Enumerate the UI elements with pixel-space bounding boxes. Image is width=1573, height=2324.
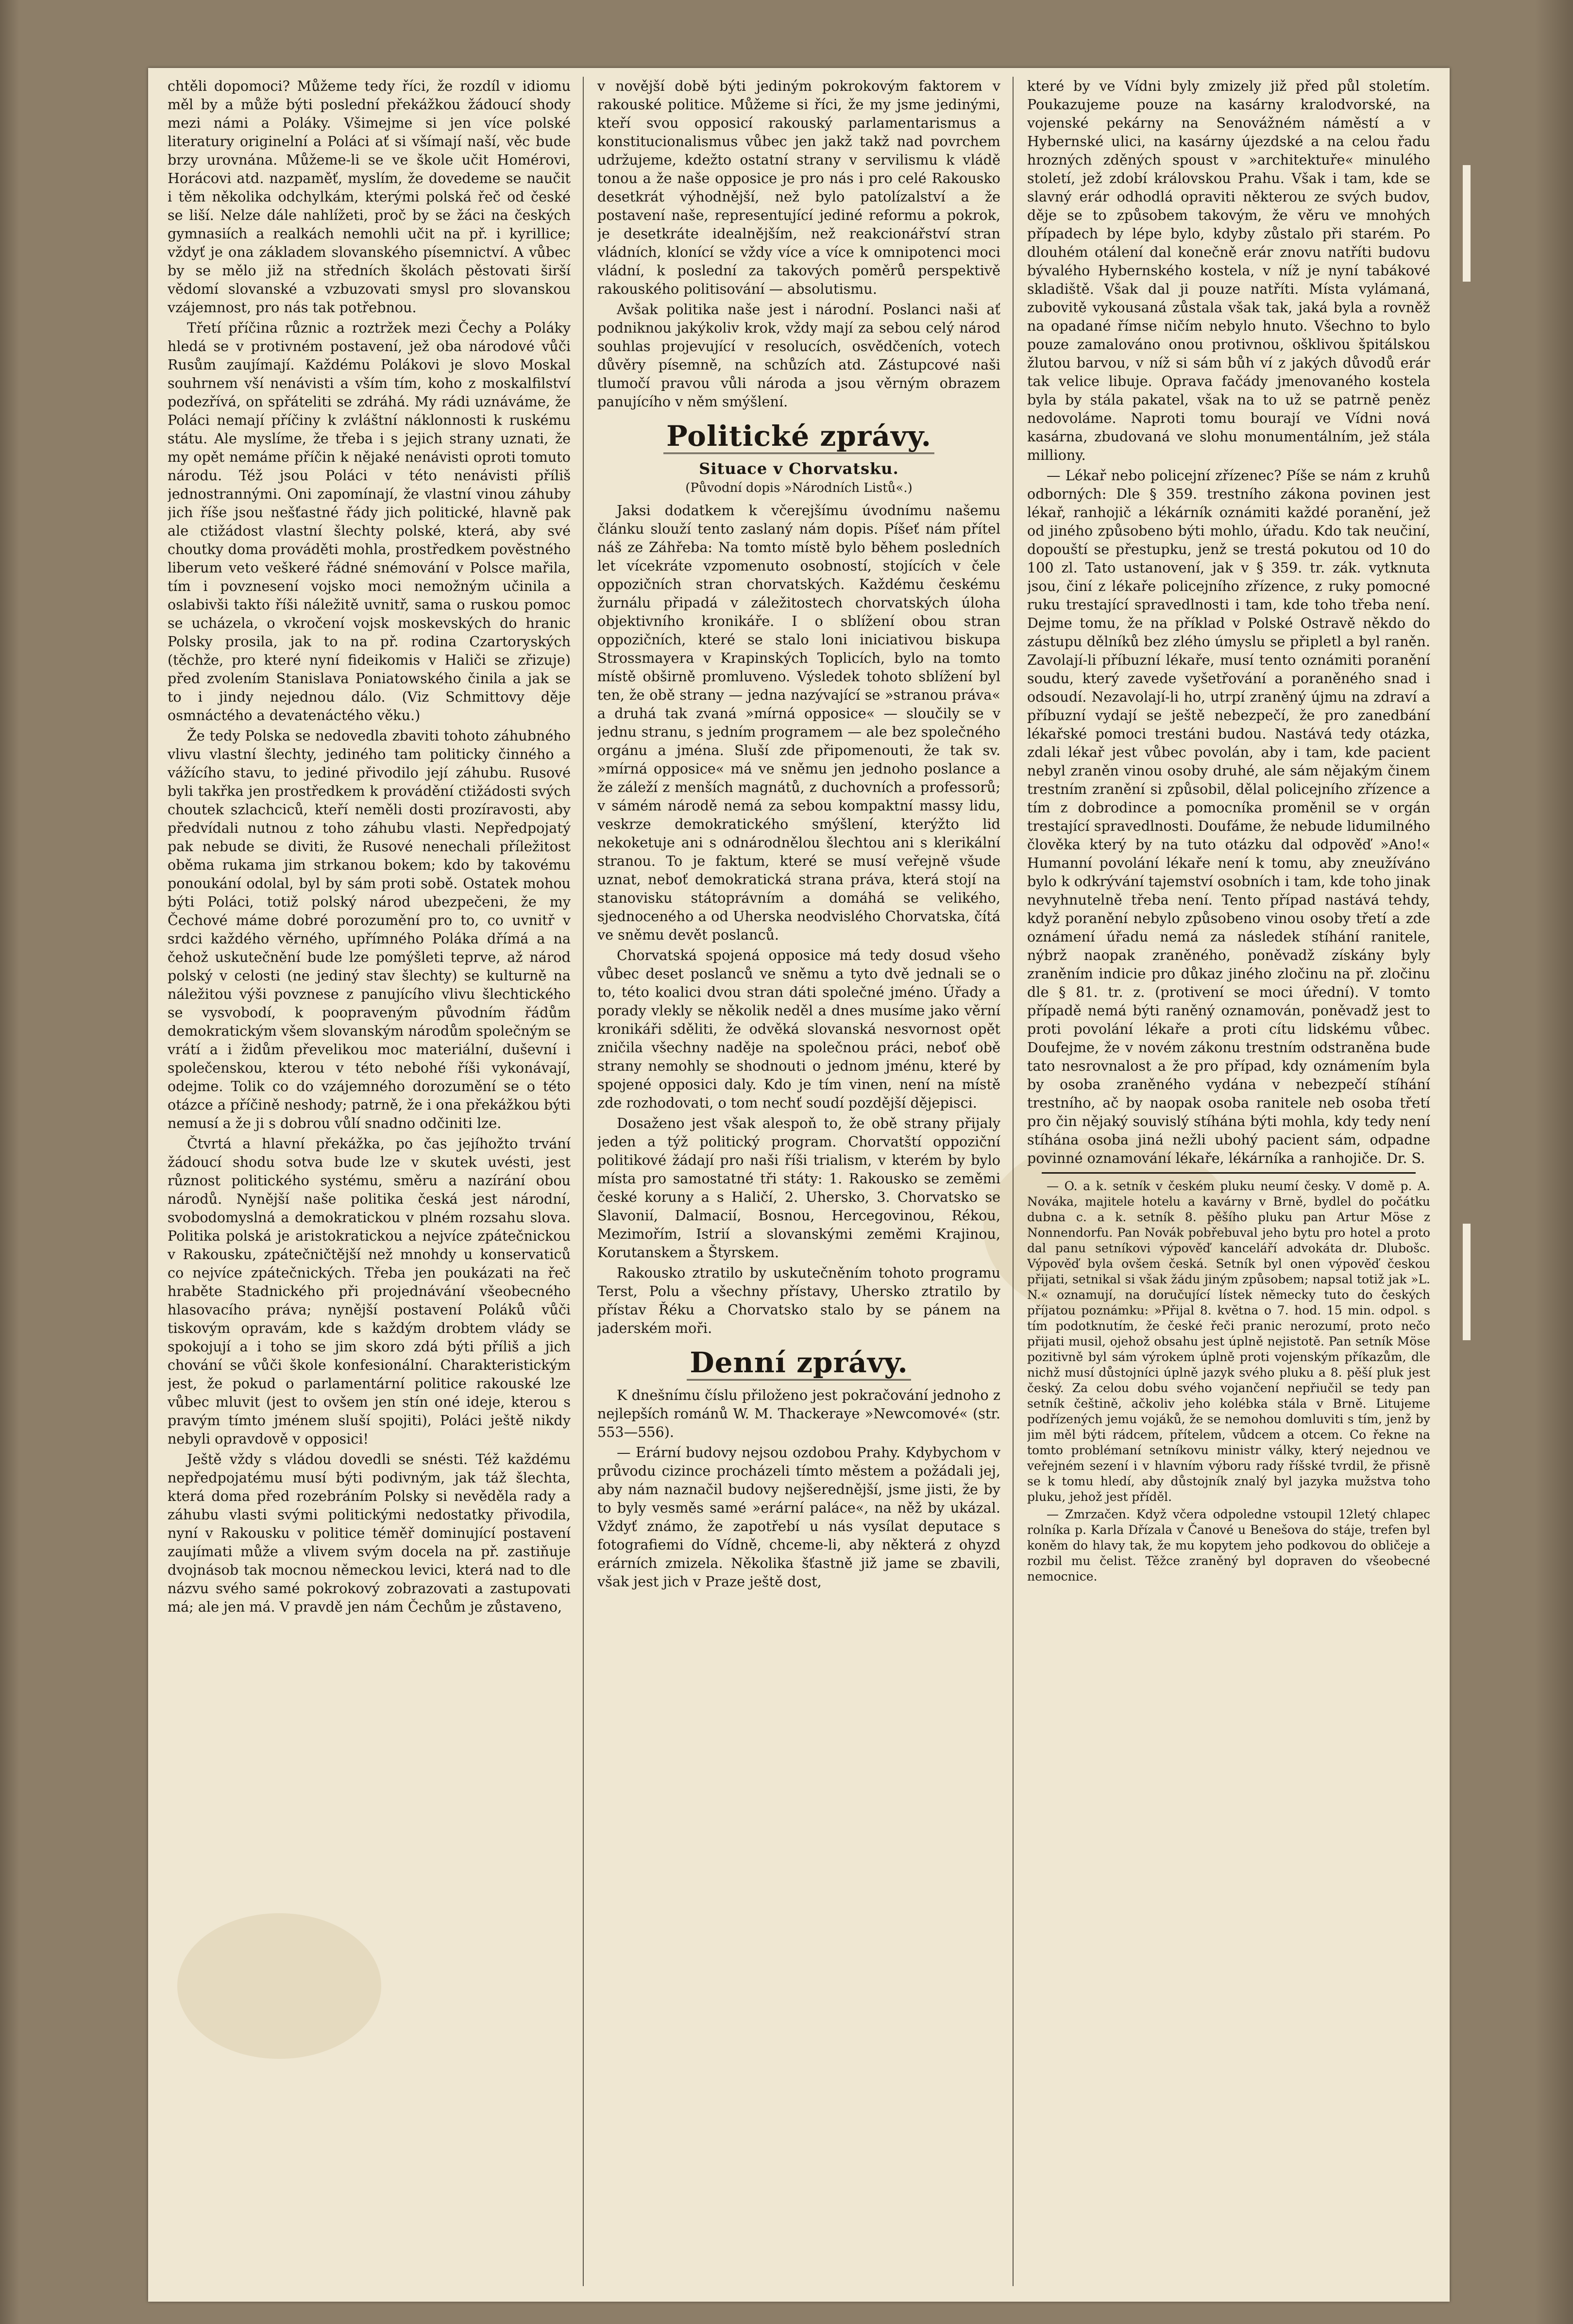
article-title: Situace v Chorvatsku. bbox=[699, 459, 899, 478]
paragraph: Třetí příčina různic a roztržek mezi Čechy a Poláky hledá se v protivném postavení, jež oba národové vůči Rusům zaujímají. Každému Polákovi je slovo Moskal souhrnem vší nenávisti a vším tím, koho z moskalfilství podezřívá, on spřáteliti se zdráhá. My rádi uznáváme, že Poláci nemají příčiny k zvláštní náklonnosti k ruskému státu. Ale myslíme, že třeba i s jejich strany uznati, že my opět nemáme příčin k nějaké nenávisti oproti tomuto národu. Též jsou Poláci v této nenávisti příliš jednostrannými. Oni zapomínají, že vlastní vinou záhuby jich říše jsou nešťastné řády jich politické, hlavně pak ale ctižádost vlastní šlechty polské, která, aby své choutky doma prováděti mohla, prostředkem pověstného liberum veto veškeré řádné snémování v Polsce mařila, tím i povznesení vojsko moci nemožným učinila a oslabivši takto říši náležitě uvnitř, sama o ruskou pomoc se ucházela, o vkročení vojsk moskevských do hranic Polsky prosila, jak to na př. rodina Czartoryských (těchže, pro které nyní fideikomis v Haliči se zřizuje) před zvolením Stanislava Poniatowského činila a jak se to i jindy nejednou dálo. (Viz Schmittovy děje osmnáctého a devatenáctého věku.) bbox=[168, 320, 571, 724]
paragraph: K dnešnímu číslu přiloženo jest pokračování jednoho z nejlepších románů W. M. Thackeraye »Newcomové« (str. 553—556). bbox=[597, 1387, 1000, 1440]
page-edge-tab bbox=[1463, 165, 1471, 282]
section-heading: Politické zprávy. bbox=[663, 420, 934, 454]
paragraph: — Erární budovy nejsou ozdobou Prahy. Kdybychom v průvodu cizince procházeli tímto městem a požádali jej, aby nám naznačil budovy nejšerednější, jsme jisti, že by to byly vesměs samé »erární paláce«, na něž by ukázal. Vždyť známo, že zapotřebí u nás vysílat deputace s fotografiemi do Vídně, chceme-li, aby některá z ohyzd erárních zmizela. Několika šťastně již jame se zbavili, však jest jich v Praze ještě dost, bbox=[597, 1444, 1000, 1590]
paragraph: Rakousko ztratilo by uskutečněním tohoto programu Terst, Polu a všechny přístavy, Uhersko ztratilo by přístav Řéku a Chorvatsko stalo by se pánem na jaderském moři. bbox=[597, 1264, 1000, 1336]
paragraph: chtěli dopomoci? Můžeme tedy říci, že rozdíl v idiomu měl by a může býti poslední překážkou žádoucí shody mezi námi a Poláky. Všimejme si jen více polské literatury originelní a Poláci ať si všímají naší, věc bude brzy urovnána. Můžeme-li se ve škole učit Homérovi, Horácovi atd. nazpaměť, myslím, že dovedeme se naučit i těm několika odchylkám, kterými polská řeč od české se liší. Nelze dále nahlížeti, proč by se žáci na českých gymnasiích a realkách nemohli učit na př. i kyrillice; vždyť je ona základem slovanského písemnictví. A vůbec by se mělo již na středních školách pěstovati širší vědomí slovanské a vzbuzovati smysl pro slovanskou vzájemnost, pro nás tak potřebnou. bbox=[168, 78, 571, 316]
page-edge-tab bbox=[1463, 1224, 1471, 1340]
column-1 bbox=[168, 77, 571, 2286]
section-divider bbox=[1042, 1172, 1416, 1174]
paragraph: Že tedy Polska se nedovedla zbaviti tohoto záhubného vlivu vlastní šlechty, jediného tam politicky činného a vážícího stavu, to jediné přivodilo její záhubu. Rusové byli takřka jen prostředkem k provádění ctižádosti svých choutek szlachciců, kteří neměli dosti prozíravosti, aby předvídali nutnou z toho záhubu vlasti. Nepředpojatý pak nebude se diviti, že Rusové nenechali příležitost oběma rukama jim strkanou bokem; kdo by takovému ponoukání odolal, byl by sám proti sobě. Ostatek mohou býti Poláci, totiž polský národ ubezpečeni, že my Čechové máme dobré porozumění pro to, co uvnitř v srdci každého věrného, upřímného Poláka dřímá a na čehož uskutečnění bude lze pomýšleti teprve, až národ polský v celosti (ne jediný stav šlechty) se kulturně na náležitou výši povznese z panujícího vlivu šlechtického se vysvobodí, k poopraveným původním řádům demokratickým všem slovanským národům společným se vrátí a i židům převelikou moc materiální, duševní i společenskou, kterou v této nebohé říši vykonávají, odejme. Tolik co do vzájemného dorozumění se o této otázce a příčině neshody; patrně, že i ona překážkou býti nemusí a že ji s dobrou vůlí snadno odčiniti lze. bbox=[168, 727, 571, 1131]
section-heading: Denní zprávy. bbox=[687, 1346, 911, 1381]
paragraph: — Lékař nebo policejní zřízenec? Píše se nám z kruhů odborných: Dle § 359. trestního zákona povinen jest lékař, ranhojič a lékárník oznámiti každé poranění, jež od jiného způsobeno býti mohlo, úřadu. Kdo tak neučiní, dopouští se přestupku, jenž se trestá pokutou od 10 do 100 zl. Tato ustanovení, jak v § 359. tr. zák. vytknuta jsou, činí z lékaře policejního zřízence, z ruky pomocné ruku trestající spravedlnosti i tam, kde toho třeba není. Dejme tomu, že na příklad v Polské Ostravě někdo do zástupu dělníků bez zlého úmyslu se připletl a byl raněn. Zavolají-li příbuzní lékaře, musí tento oznámiti poranění soudu, který zavede vyšetřování a poraněného snad i odsoudí. Nezavolají-li ho, utrpí zraněný újmu na zdraví a příbuzní vydají se ještě nebezpečí, že pro zanedbání lékařské pomoci trestáni budou. Nastává tedy otázka, zdali lékař jest vůbec povolán, aby i tam, kde pacient nebyl zraněn vinou osoby druhé, ale sám nějakým činem trestním zranění si způsobil, dělal policejního zřízence a tím z dobrodince a pomocníka proměnil se v orgán trestající spravedlnosti. Doufáme, že nebude lidumilného člověka který by na tuto otázku dal odpověď »Ano!« Humanní povolání lékaře není k tomu, aby zneužíváno bylo k odkrývání tajemství osobních i tam, kde toho jinak nevyhnutelně třeba není. Tento případ nastává tehdy, když poranění nebylo způsobeno vinou osoby třetí a zde oznámení úřadu nemá za následek stíhání ranitele, nýbrž naopak zraněného, poněvadž získány byly zraněním indicie pro důkaz jiného zločinu na př. zločinu dle § 81. tr. z. (protivení se moci úřední). V tomto případě nemá býti raněný oznamován, poněvadž jest to proti povolání lékaře a proti cítu lidskému vůbec. Doufejme, že v novém zákonu trestním odstraněna bude tato nesrovnalost a že pro případ, kdy oznámením byla by osoba zraněného vydána v nebezpečí stíhání trestního, ač by naopak osoba ranitele neb osoba třetí pro čin nějaký souvislý stíhána býti mohla, kdy tedy není stíhána osoba jiná nežli ubohý pacient sám, odpadne povinné oznamování lékaře, lékárníka a ranhojiče. Dr. S. bbox=[1027, 467, 1430, 1166]
column-rule bbox=[1013, 77, 1014, 2286]
paragraph: Čtvrtá a hlavní překážka, po čas jejíhožto trvání žádoucí shodu sotva bude lze v skutek uvésti, jest různost politického systému, směru a nazírání obou národů. Nynější naše politika česká jest národní, svobodomyslná a demokratickou v plném rozsahu slova. Politika polská je aristokratickou a nejvíce zpátečnickou v Rakousku, zpátečničtější než mnohdy u konservaticů co nejvíce zpátečnických. Třeba jen poukázati na řeč hraběte Stadnického při projednávání všeobecného hlasovacího práva; nynější postavení Poláků vůči tiskovým opravám, kde s každým drobtem vlády se spokojují a i toho se jim skoro zdá býti příliš a jich chování se vůči škole konfesionální. Charakteristickým jest, že pokud o parlamentární politice rakouské lze vůbec mluvit (jest to ovšem jen stín oné ideje, kterou s pravým tímto jménem sluší spojiti), Poláci ještě nikdy nebyli opravdově v opposici! bbox=[168, 1135, 571, 1447]
section-heading-block bbox=[597, 418, 1000, 455]
paragraph: Chorvatská spojená opposice má tedy dosud všeho vůbec deset poslanců ve sněmu a tyto dvě jednali se o to, této koalici dvou stran dáti společné jméno. Úřady a porady vlekly se několik neděl a dnes musíme jako věrní kronikáři sděliti, že odvěká slovanská nesvornost opět zničila všechny naděje na společnou práci, neboť obě strany nemohly se shodnouti o jednom jménu, které by spojené opposici daly. Kdo je tím vinen, není na místě zde rozhodovati, o tom nechť soudí pozdější dějepisci. bbox=[597, 947, 1000, 1111]
column-3 bbox=[1027, 77, 1430, 2286]
column-2 bbox=[597, 77, 1000, 2286]
paragraph: Dosaženo jest však alespoň to, že obě strany přijaly jeden a týž politický program. Chorvatští oppoziční politikové žádají pro naši říši trialism, v kterém by bylo místa pro samostatné tři státy: 1. Rakousko se zeměmi české koruny a s Haličí, 2. Uhersko, 3. Chorvatsko se Slavonií, Dalmacií, Bosnou, Hercegovinou, Rékou, Mezimořím, Istrií a slovanskými zeměmi Krajinou, Korutanskem a Štyrskem. bbox=[597, 1115, 1000, 1261]
paragraph: — Zmrzačen. Když včera odpoledne vstoupil 12letý chlapec rolníka p. Karla Dřízala v Čanové u Benešova do stáje, trefen byl koněm do hlavy tak, že mu kopytem jeho podkovou do obličeje a rozbil mu čelist. Těžce zraněný byl dopraven do všeobecné nemocnice. bbox=[1027, 1507, 1430, 1583]
article-source: (Původní dopis »Národních Listů«.) bbox=[685, 481, 913, 495]
paragraph: — O. a k. setník v českém pluku neumí česky. V domě p. A. Nováka, majitele hotelu a kavárny v Brně, bydlel do počátku dubna c. a k. setník 8. pěšího pluku pan Artur Möse z Nonnendorfu. Pan Novák pobřebuval jeho bytu pro hotel a proto dal panu setníkovi výpověď kanceláří advokáta dr. Dlubošc. Výpověď byla ovšem česká. Setník byl onen výpověď českou přijati, setnikal si však žádu jiným způsobem; napsal totiž jak »L. N.« oznamují, na doručující lístek německy tuto do českých příjatou poznámku: »Přijal 8. května o 7. hod. 15 min. odpol. s tím podotknutím, že české řeči pranic nerozumí, proto nečo přijati musil, ojehož obsahu jest úplně nejistotě. Pan setník Möse pozitivně byl sám výrokem úplně proti vojenským příkazům, dle nichž musí důstojníci úplně jazyk svého pluku a 8. pěší pluk jest český. Za celou dobu svého vojančení nepřiučil se tedy pan setník češtině, ačkoliv jeho kolébka stála v Brně. Litujeme podřízených jemu vojáků, že se nemohou domluviti s tím, jenž by jim měl býti rádcem, přítelem, vůdcem a otcem. Co řekne na tomto problémaní setníkovu ministr války, který nejednou ve veřejném sezení i v hlavním výboru rady říšské tvrdil, že přisně se k tomu hledí, aby důstojník znalý byl jazyka mužstva toho pluku, jehož jest příděl. bbox=[1027, 1179, 1430, 1504]
paragraph: Avšak politika naše jest i národní. Poslanci naši ať podniknou jakýkoliv krok, vždy mají za sebou celý národ souhlas projevující v resolucích, osvědčeních, votech důvěry písemně, na schůzích atd. Zástupcové naši tlumočí pravou vůli národa a jsou věrným obrazem panujícího v něm smýšlení. bbox=[597, 301, 1000, 410]
paragraph: které by ve Vídni byly zmizely již před půl stoletím. Poukazujeme pouze na kasárny kralodvorské, na vojenské pekárny na Senovážném náměstí a v Hybernské ulici, na kasárny újezdské a na celou řadu hrozných zděných spoust v »architektuře« minulého století, jež zdobí královskou Prahu. Však i tam, kde se slavný erár odhodlá opraviti některou ze svých budov, děje se to způsobem takovým, že věru ve mnohých případech by lépe bylo, kdyby zůstalo při starém. Po dlouhém otálení dal konečně erár znovu natříti budovu bývalého Hybernského kostela, v níž je nyní tabákové skladiště. Však dal ji pouze natříti. Místa vylámaná, zubovitě vykousaná zůstala však tak, jaká byla a rovněž na opadané římse ničím nebylo hnuto. Všechno to bylo pouze zamalováno onou protivnou, ošklivou špitálskou žlutou barvou, v níž si sám bůh ví z jakých důvodů erár tak velice libuje. Oprava fačády jmenovaného kostela byla by stála pakatel, však na to už se patrně peněz nedovoláme. Naproti tomu bourají ve Vídni nová kasárna, zbudovaná ve slohu monumentálním, jež stála milliony. bbox=[1027, 78, 1430, 463]
column-rule bbox=[583, 77, 584, 2286]
newspaper-page bbox=[148, 68, 1450, 2302]
section-heading-block bbox=[597, 1344, 1000, 1381]
paragraph: Jaksi dodatkem k včerejšímu úvodnímu našemu článku slouží tento zaslaný nám dopis. Píšeť nám přítel náš ze Záhřeba: Na tomto místě bylo během posledních let vícekráte vzpomenuto osobností, stojících v čele oppozičních stran chorvatských. Každému českému žurnálu připadá v záležitostech chorvatských úloha objektivního kronikáře. I o sblížení obou stran oppozičních, které se stalo loni iniciativou biskupa Strossmayera v Krapinských Toplicích, bylo na tomto místě obširně promluveno. Výsledek tohoto sblížení byl ten, že obě strany — jedna nazývající se »stranou práva« a druhá tak zvaná »mírná opposice« — sloučily se v jednu stranu, s jedním programem — ale bez společného orgánu a jména. Sluší zde připomenouti, že tak sv. »mírná opposice« má ve sněmu jen jednoho poslance a že záleží z menších magnátů, z duchovních a professorů; v sámém národě nemá za sebou kompaktní massy lidu, veskrze demokratického smýšlení, kterýžto lid nekoketuje ani s odnárodnělou šlechtou ani s klerikální stranou. To je faktum, které se musí veřejně všude uznat, neboť demokratická strana práva, která stojí na stanovisku státoprávním a domáhá se velikého, sjednoceného a od Uherska neodvislého Chorvatska, čítá ve sněmu devět poslanců. bbox=[597, 502, 1000, 943]
paragraph: v novější době býti jediným pokrokovým faktorem v rakouské politice. Můžeme si říci, že my jsme jedinými, kteří svou opposicí rakouský parlamentarismus a konstitucionalismus vůbec jen jakž takž nad povrchem udržujeme, kdežto ostatní strany v servilismu k vládě tonou a že naše opposice je pro nás i pro celé Rakousko desetkrát výhodnější, než bylo patolízalství a že postavení naše, representující jediné reformu a pokrok, je desetkráte idealnějším, než reakcionářství stran vládních, klonící se vždy více a více k omnipotenci moci vládní, k poslední za takových poměrů perspektivě rakouského politisování — absolutismu. bbox=[597, 78, 1000, 297]
paragraph: Ještě vždy s vládou dovedli se snésti. Též každému nepředpojatému musí býti podivným, jak táž šlechta, která doma před rozebráním Polsky si nevěděla rady a záhubu vlasti svými politickými nedostatky přivodila, nyní v Rakousku v politice téměř dominující postavení zaujímati může a vlivem svým docela na př. zastiňuje dvojnásob tak mocnou německou levici, která nad to dle názvu svého samé pokrokový zobrazovati a zastupovati má; ale jen má. V pravdě jen nám Čechům je zůstaveno, bbox=[168, 1451, 571, 1615]
